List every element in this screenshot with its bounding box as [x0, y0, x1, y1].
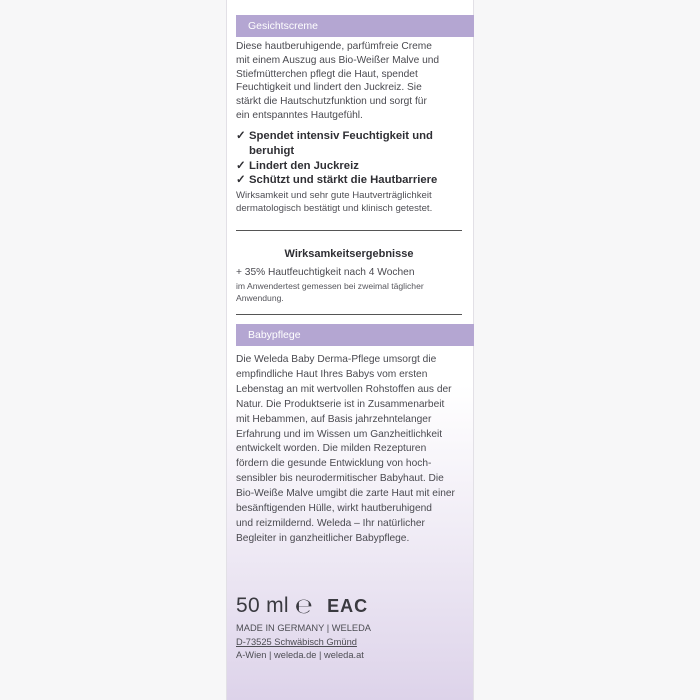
- text-line: entwickelt worden. Die milden Rezepturen: [236, 443, 427, 455]
- text-line: MADE IN GERMANY | WELEDA: [236, 623, 372, 633]
- baby-care-description: [236, 353, 462, 547]
- check-icon: ✓: [236, 130, 246, 142]
- text-line: Lebenstag an mit wertvollen Rohstoffen aus der: [236, 383, 452, 395]
- results-title: Wirksamkeitsergebnisse: [284, 248, 414, 260]
- text-line: Anwendung.: [236, 292, 284, 303]
- text-line: Begleiter in ganzheitlicher Babypflege.: [236, 532, 410, 544]
- divider-bottom: [236, 314, 462, 315]
- baby-care-header: Babypflege: [236, 324, 474, 346]
- text-line: Erfahrung und im Wissen um Ganzheitlichkeit: [236, 428, 443, 440]
- benefit-item: ✓ Lindert den Juckreiz: [236, 159, 359, 172]
- benefit-item-continued: beruhigt: [249, 144, 295, 157]
- text-line: Stiefmütterchen pflegt die Haut, spendet: [236, 68, 418, 80]
- text-line: Bio-Weiße Malve umgibt die zarte Haut mit einer: [236, 488, 455, 500]
- text-line: Wirksamkeit und sehr gute Hautverträglichkeit: [236, 190, 432, 201]
- face-cream-description: [236, 40, 462, 123]
- check-icon: ✓: [236, 174, 246, 187]
- text-line: Die Weleda Baby Derma-Pflege umsorgt die: [236, 354, 437, 365]
- text-line: Diese hautberuhigende, parfümfreie Creme: [236, 41, 432, 52]
- text-line: A-Wien | weleda.de | weleda.at: [236, 650, 364, 660]
- manufacturer-info: [236, 622, 462, 663]
- text-line: besänftigenden Hülle, wirkt hautberuhigend: [236, 503, 432, 515]
- text-line: Natur. Die Produktserie ist in Zusammenarbeit: [236, 398, 445, 410]
- benefit-item: ✓ Schützt und stärkt die Hautbarriere: [236, 174, 438, 187]
- check-icon: ✓: [236, 159, 246, 172]
- text-line: und reizmildernd. Weleda – Ihr natürlicher: [236, 517, 425, 529]
- text-line: dermatologisch bestätigt und klinisch getestet.: [236, 203, 433, 214]
- results-value: + 35% Hautfeuchtigkeit nach 4 Wochen: [236, 267, 415, 278]
- benefit-item: ✓ Spendet intensiv Feuchtigkeit und: [236, 130, 433, 142]
- text-line: Feuchtigkeit und lindert den Juckreiz. Sie: [236, 82, 422, 94]
- volume-row: [236, 592, 462, 620]
- text-line: empfindliche Haut Ihres Babys vom ersten: [236, 368, 428, 380]
- text-line: D-73525 Schwäbisch Gmünd: [236, 636, 357, 647]
- text-line: mit einem Auszug aus Bio-Weißer Malve und: [236, 54, 440, 66]
- face-cream-header: Gesichtscreme: [236, 15, 474, 37]
- text-line: fördern die gesunde Entwicklung von hoch-: [236, 458, 432, 470]
- volume-label: 50 ml: [236, 594, 289, 617]
- eac-mark-icon: EAC: [327, 595, 369, 616]
- text-line: ein entspanntes Hautgefühl.: [236, 109, 363, 121]
- text-line: mit Hebammen, auf Basis jahrzehntelanger: [236, 413, 432, 425]
- text-line: sensibler bis neurodermitischer Babyhaut. Die: [236, 473, 444, 485]
- benefits-list: [236, 129, 462, 188]
- dermatological-note: [236, 189, 462, 215]
- text-line: im Anwendertest gemessen bei zweimal täglicher: [236, 281, 424, 291]
- text-line: stärkt die Hautschutzfunktion und sorgt für: [236, 96, 427, 108]
- estimated-sign-icon: ℮: [294, 594, 314, 618]
- results-note: [236, 281, 462, 304]
- divider-top: [236, 230, 462, 231]
